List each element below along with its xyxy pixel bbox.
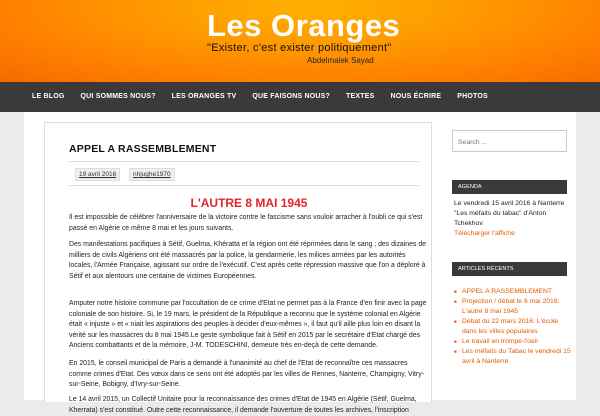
main-navigation — [0, 82, 600, 112]
recent-posts-widget-title: ARTICLES RÉCENTS — [452, 262, 567, 276]
agenda-widget-body — [454, 199, 569, 239]
recent-post-link[interactable]: ■ Projection / débat le 6 mai 2016: L'autre 8 mai 1945 — [454, 297, 572, 317]
nav-item-le-blog[interactable]: LE BLOG — [32, 93, 65, 100]
tagline-author: Abdelmalek Sayad — [307, 56, 374, 65]
article-meta — [69, 161, 419, 186]
article-author-link[interactable]: nhjughe1970 — [129, 168, 175, 181]
article — [44, 122, 432, 414]
article-heading: L'AUTRE 8 MAI 1945 — [190, 196, 308, 210]
recent-post-link[interactable]: ■ Le travail en trompe-l'oeil — [454, 337, 572, 347]
recent-posts-list — [454, 287, 572, 367]
nav-item-nous-ecrire[interactable]: NOUS ÉCRIRE — [390, 93, 442, 100]
nav-item-textes[interactable]: TEXTES — [346, 93, 375, 100]
search-box — [452, 130, 567, 152]
article-paragraph: Des manifestations pacifiques à Sétif, Guelma, Khératta et la région ont été réprimées dans le sang ; des dizaines de milliers de civils Algériens ont été massacrés par la police, la gendarmerie, les milices armées par les autorités locales, l'Armée Française, agissant sur ordre de l'exécutif. C'est après cette répression massive que l'on a déploré à Sétif et aux alentours une centaine de victimes Européennes. — [69, 241, 426, 280]
agenda-text: Le vendredi 15 avril 2016 à Nanterre "Les méfaits du tabac" d'Anton Tchekhov — [454, 200, 565, 227]
article-date-link[interactable]: 19 avril 2016 — [75, 168, 120, 181]
article-paragraph: Amputer notre histoire commune par l'occultation de ce crime d'Etat ne permet pas à la France d'en finir avec la page coloniale de son histoire. Si, le 19 mars, le président de la République a reconnu que le système colonial en Algérie était « injuste » et « niait les aspirations des peuples à décider d'eux-mêmes », il faut qu'il aille plus loin en disant la vérité sur les massacres du 8 mai 1945.Le geste symbolique fait à Sétif en 2015 par le secrétaire d'Etat chargé des Anciens combattants et de la mémoire, J-M. TODESCHINI, demeure très en-deçà de cette demande. — [69, 300, 427, 349]
nav-item-que-faisons-nous[interactable]: QUE FAISONS NOUS? — [252, 93, 331, 100]
recent-post-link[interactable]: ■ Débat du 22 mars 2016: L'école dans les villes populaires — [454, 317, 572, 337]
agenda-widget-title: AGENDA — [452, 180, 567, 194]
site-title[interactable]: Les Oranges — [207, 8, 401, 43]
agenda-download-link[interactable]: Télécharger l'affiche — [454, 230, 515, 237]
nav-item-qui-sommes-nous[interactable]: QUI SOMMES NOUS? — [80, 93, 156, 100]
recent-post-link[interactable]: ■ APPEL A RASSEMBLEMENT — [454, 287, 572, 297]
recent-post-link[interactable]: ■ Les méfaits du Tabac le vendredi 15 avril à Nanterre — [454, 347, 572, 367]
article-title[interactable]: APPEL A RASSEMBLEMENT — [69, 143, 217, 155]
site-header — [0, 0, 600, 82]
article-paragraph: Il est impossible de célébrer l'anniversaire de la victoire contre le fascisme sans vouloir arracher à l'oubli ce qui s'est passé en Algérie ce même 8 mai et les jours suivants. — [69, 214, 423, 232]
search-input[interactable] — [453, 133, 566, 153]
nav-item-les-oranges-tv[interactable]: LES ORANGES TV — [171, 93, 237, 100]
article-paragraph: En 2015, le conseil municipal de Paris a demandé à l'unanimité au chef de l'Etat de reconnaître ces massacres comme crimes d'Etat. Des vœux dans ce sens ont été adoptés par les villes de Rennes, Nanterre, Champigny, Vitry-sur-Seine, Bobigny, d'Ivry-sur-Seine. — [69, 360, 424, 388]
nav-item-photos[interactable]: PHOTOS — [457, 93, 488, 100]
content-wrapper — [24, 112, 576, 414]
site-tagline: "Exister, c'est exister politiquement" — [207, 42, 392, 54]
article-paragraph: Le 14 avril 2015, un Collectif Unitaire pour la reconnaissance des crimes d'Etat de 1945 en Algérie (Sétif, Guelma, Kherrata) s'est constitué. Outre cette reconnaissance, il demande l'ouverture de toutes les archives, l'inscription — [69, 396, 417, 414]
